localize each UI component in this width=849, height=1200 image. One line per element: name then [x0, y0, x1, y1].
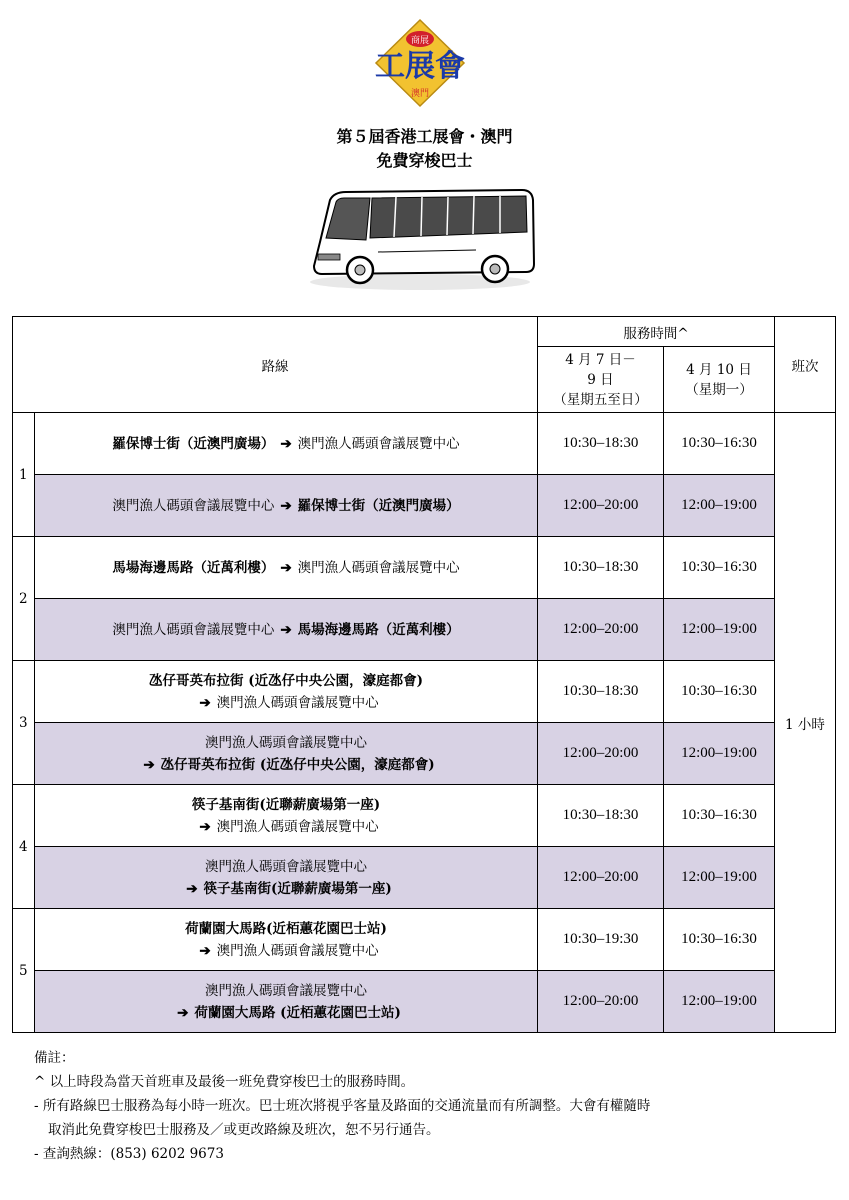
arrow-right-icon: ➔: [177, 1004, 189, 1021]
route-column-header: 路線: [13, 317, 538, 413]
expo-logo: [360, 18, 480, 108]
arrow-right-icon: ➔: [143, 756, 155, 773]
route-description: [35, 475, 538, 537]
service-time-monday: 12:00–19:00: [664, 847, 775, 909]
arrow-right-icon: ➔: [199, 942, 211, 959]
page-subtitle: 免費穿梭巴士: [376, 151, 473, 170]
table-row: [13, 847, 836, 909]
arrow-right-icon: ➔: [280, 497, 292, 514]
frequency-value: 1 小時: [775, 413, 836, 1033]
service-time-weekend: 10:30–18:30: [538, 413, 664, 475]
date-range-1-header: 4 月 7 日－ 9 日 （星期五至日）: [538, 347, 664, 413]
logo-bottom-text: 澳門: [410, 89, 430, 99]
route-destination: 澳門漁人碼頭會議展覽中心: [297, 435, 460, 452]
table-row: [13, 599, 836, 661]
shuttle-schedule-table: [12, 316, 836, 1033]
arrow-right-icon: ➔: [199, 818, 211, 835]
route-description: [35, 971, 538, 1033]
service-time-weekend: 12:00–20:00: [538, 971, 664, 1033]
table-row: [13, 661, 836, 723]
service-time-weekend: 12:00–20:00: [538, 599, 664, 661]
route-description: [35, 661, 538, 723]
date-range-2-header: 4 月 10 日 （星期一）: [664, 347, 775, 413]
service-time-weekend: 12:00–20:00: [538, 723, 664, 785]
route-origin: 馬場海邊馬路（近萬利樓）: [112, 559, 275, 576]
arrow-right-icon: ➔: [199, 694, 211, 711]
service-time-monday: 12:00–19:00: [664, 971, 775, 1033]
route-destination: 荷蘭園大馬路 (近栢蕙花園巴士站): [194, 1004, 401, 1021]
service-time-weekend: 10:30–18:30: [538, 537, 664, 599]
page-title: 第５屆香港工展會・澳門: [336, 127, 513, 146]
arrow-right-icon: ➔: [280, 435, 292, 452]
notes-heading: 備註：: [34, 1050, 75, 1066]
note-frequency-cont: 取消此免費穿梭巴士服務及／或更改路線及班次，恕不另行通告。: [48, 1122, 440, 1138]
route-destination: 澳門漁人碼頭會議展覽中心: [216, 818, 379, 835]
service-time-weekend: 12:00–20:00: [538, 475, 664, 537]
arrow-right-icon: ➔: [280, 621, 292, 638]
table-row: [13, 537, 836, 599]
route-origin: 澳門漁人碼頭會議展覽中心: [205, 858, 367, 875]
route-description: [35, 723, 538, 785]
route-origin: 澳門漁人碼頭會議展覽中心: [112, 497, 275, 514]
service-time-monday: 12:00–19:00: [664, 723, 775, 785]
route-destination: 馬場海邊馬路（近萬利樓）: [297, 621, 460, 638]
route-description: [35, 599, 538, 661]
service-time-monday: 10:30–16:30: [664, 413, 775, 475]
service-time-weekend: 10:30–18:30: [538, 785, 664, 847]
route-origin: 氹仔哥英布拉街 (近氹仔中央公園，濠庭都會): [149, 672, 423, 689]
route-destination: 氹仔哥英布拉街 (近氹仔中央公園，濠庭都會): [160, 756, 435, 773]
route-number: 1: [13, 413, 35, 537]
logo-main-text: 工展會: [375, 49, 465, 84]
route-number: 5: [13, 909, 35, 1033]
route-number: 4: [13, 785, 35, 909]
route-origin: 澳門漁人碼頭會議展覽中心: [205, 734, 367, 751]
arrow-right-icon: ➔: [186, 880, 198, 897]
route-description: [35, 847, 538, 909]
service-time-weekend: 10:30–19:30: [538, 909, 664, 971]
table-row: [13, 723, 836, 785]
route-destination: 羅保博士街（近澳門廣場）: [297, 497, 460, 514]
service-time-monday: 12:00–19:00: [664, 475, 775, 537]
route-description: [35, 785, 538, 847]
table-row: [13, 413, 836, 475]
route-origin: 澳門漁人碼頭會議展覽中心: [205, 982, 367, 999]
table-row: [13, 785, 836, 847]
service-time-weekend: 12:00–20:00: [538, 847, 664, 909]
route-description: [35, 537, 538, 599]
service-time-header: 服務時間^: [538, 317, 775, 347]
table-row: [13, 971, 836, 1033]
table-row: [13, 909, 836, 971]
schedule-body: [13, 413, 836, 1033]
service-time-weekend: 10:30–18:30: [538, 661, 664, 723]
service-time-monday: 10:30–16:30: [664, 909, 775, 971]
bus-icon: [300, 182, 540, 292]
route-origin: 荷蘭園大馬路(近栢蕙花園巴士站): [185, 920, 387, 937]
route-number: 2: [13, 537, 35, 661]
logo-top-text: 商展: [410, 36, 430, 46]
arrow-right-icon: ➔: [280, 559, 292, 576]
service-time-monday: 10:30–16:30: [664, 785, 775, 847]
service-time-monday: 10:30–16:30: [664, 537, 775, 599]
frequency-header: 班次: [775, 317, 836, 413]
note-service-times: ^ 以上時段為當天首班車及最後一班免費穿梭巴士的服務時間。: [34, 1074, 415, 1090]
note-hotline: - 查詢熱線：(853) 6202 9673: [34, 1146, 224, 1162]
route-origin: 羅保博士街（近澳門廣場）: [112, 435, 275, 452]
route-number: 3: [13, 661, 35, 785]
route-destination: 澳門漁人碼頭會議展覽中心: [216, 942, 379, 959]
route-destination: 澳門漁人碼頭會議展覽中心: [297, 559, 460, 576]
route-destination: 筷子基南街(近聯薪廣場第一座): [203, 880, 392, 897]
route-description: [35, 909, 538, 971]
service-time-monday: 10:30–16:30: [664, 661, 775, 723]
route-origin: 澳門漁人碼頭會議展覽中心: [112, 621, 275, 638]
note-frequency: - 所有路線巴士服務為每小時一班次。巴士班次將視乎客量及路面的交通流量而有所調整。大會有權隨時: [34, 1098, 651, 1114]
route-origin: 筷子基南街(近聯薪廣場第一座): [191, 796, 381, 813]
route-destination: 澳門漁人碼頭會議展覽中心: [216, 694, 379, 711]
notes-section: [34, 1046, 834, 1166]
service-time-monday: 12:00–19:00: [664, 599, 775, 661]
table-row: [13, 475, 836, 537]
route-description: [35, 413, 538, 475]
